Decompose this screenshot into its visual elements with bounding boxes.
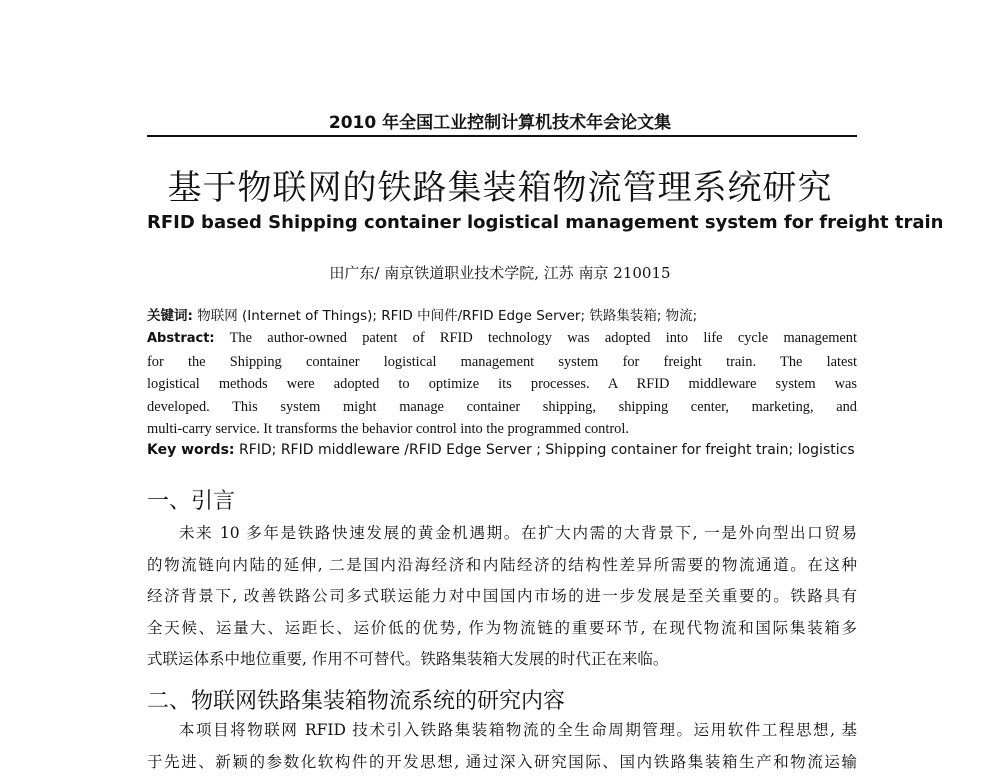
running-header: 2010 年全国工业控制计算机技术年会论文集 <box>0 108 1000 133</box>
abstract-line: multi-carry service. It transforms the behavior control into the programmed control. <box>147 418 857 441</box>
section-body-introduction <box>147 518 857 676</box>
paper-title-chinese: 基于物联网的铁路集装箱物流管理系统研究 <box>0 160 1000 209</box>
keywords-english-label: Key words: <box>147 442 235 458</box>
body-line: 全天候、运量大、运距长、运价低的优势, 作为物流链的重要环节, 在现代物流和国际集装箱多 <box>147 613 857 645</box>
keywords-chinese-label: 关键词: <box>147 308 193 324</box>
section-heading-research-content: 二、物联网铁路集装箱物流系统的研究内容 <box>147 684 565 715</box>
author-affiliation: 田广东/ 南京铁道职业技术学院, 江苏 南京 210015 <box>0 262 1000 283</box>
header-rule <box>147 135 857 137</box>
abstract-line <box>147 327 857 351</box>
paper-title-english: RFID based Shipping container logistical management system for freight train <box>147 212 857 233</box>
body-line: 于先进、新颖的参数化软构件的开发思想, 通过深入研究国际、国内铁路集装箱生产和物流运输 <box>147 747 857 778</box>
keywords-english <box>147 442 857 458</box>
section-body-research-content <box>147 715 857 778</box>
keywords-chinese <box>147 304 697 324</box>
keywords-chinese-text: 物联网 (Internet of Things); RFID 中间件/RFID Edge Server; 铁路集装箱; 物流; <box>193 308 697 324</box>
abstract <box>147 327 857 441</box>
body-line: 本项目将物联网 RFID 技术引入铁路集装箱物流的全生命周期管理。运用软件工程思想, 基 <box>147 715 857 747</box>
abstract-line: developed. This system might manage container shipping, shipping center, marketing, and <box>147 396 857 419</box>
abstract-line: for the Shipping container logistical management system for freight train. The latest <box>147 351 857 374</box>
body-line: 的物流链向内陆的延伸, 二是国内沿海经济和内陆经济的结构性差异所需要的物流通道。在这种 <box>147 550 857 582</box>
abstract-text: The author-owned patent of RFID technology was adopted into life cycle management <box>215 330 857 346</box>
body-line: 未来 10 多年是铁路快速发展的黄金机遇期。在扩大内需的大背景下, 一是外向型出口贸易 <box>147 518 857 550</box>
body-line: 式联运体系中地位重要, 作用不可替代。铁路集装箱大发展的时代正在来临。 <box>147 644 857 676</box>
body-line: 经济背景下, 改善铁路公司多式联运能力对中国国内市场的进一步发展是至关重要的。铁路具有 <box>147 581 857 613</box>
keywords-english-text: RFID; RFID middleware /RFID Edge Server ; Shipping container for freight train; logistics <box>235 442 855 458</box>
abstract-line: logistical methods were adopted to optimize its processes. A RFID middleware system was <box>147 373 857 396</box>
section-heading-introduction: 一、引言 <box>147 484 235 515</box>
abstract-label: Abstract: <box>147 331 215 346</box>
